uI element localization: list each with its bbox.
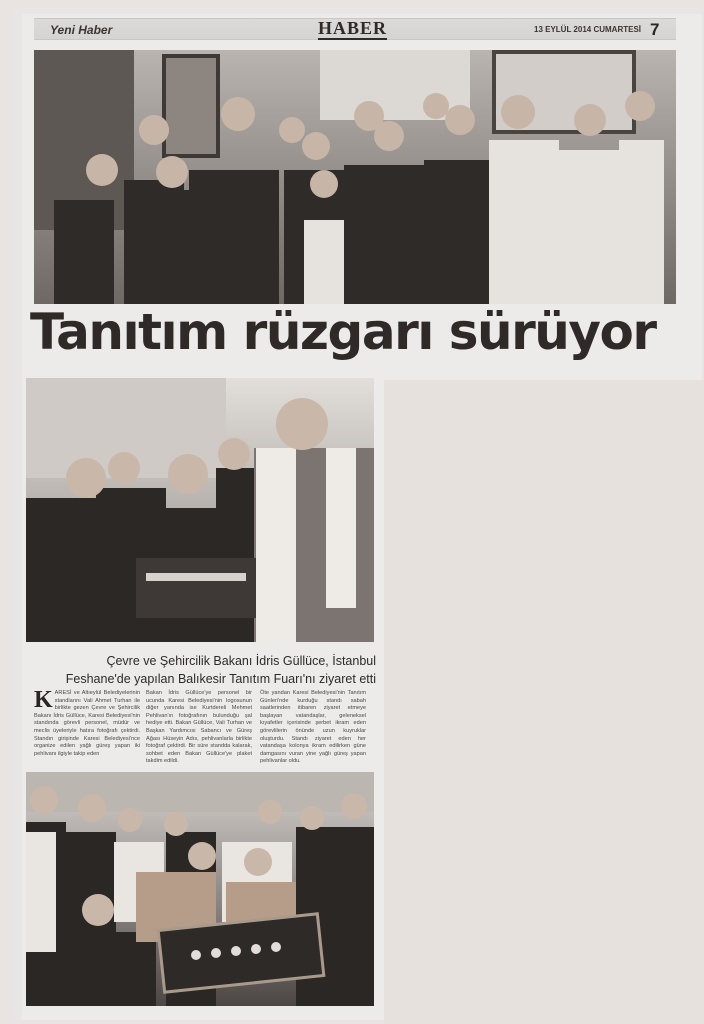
issue-date: 13 EYLÜL 2014 CUMARTESİ	[534, 25, 641, 34]
column-1-text: ARESİ ve Altıeylül Belediyelerinin standlarını Vali Ahmet Turhan ile birlikte gezen Çevre ve Şehircilik Bakanı İdris Güllüce, Karesi Belediyesi'nin standında görevli personel, müdür ve meclis üyeleriyle hatıra fotoğrafı çektirdi. Standın girişinde Karesi Belediyesi'nce organize edilen yağlı güreş yapan iki pehlivanı ilgiyle takip eden	[34, 690, 140, 757]
drop-cap: K	[34, 687, 53, 713]
headline: Tanıtım rüzgarı sürüyor	[30, 303, 656, 361]
subhead	[30, 652, 376, 688]
article-column-2: Bakan İdris Güllüce'ye personel bir ucunda Karesi Belediyesi'nin logosunun diğer yanında ise Kurtdereli Mehmet Pehlivan'ın fotoğrafının bulunduğu şal hediye etti. Bakan Güllüce, Vali Turhan ve Başkan Yardımcısı Sabancı ve Güreş Ağası Hüseyin Adıs, pehlivanlarla birlikte fotoğraf çektirdi. Bir süre standda kalarak, sohbet eden Bakan Güllüce'ye plaket takdim edildi.	[146, 690, 252, 765]
newspaper-name: HABER	[318, 18, 388, 38]
article-column-1	[34, 687, 140, 758]
section-name: Yeni Haber	[50, 23, 113, 37]
wrestlers-photo	[26, 772, 374, 1006]
subhead-line-1: Çevre ve Şehircilik Bakanı İdris Güllüce, İstanbul	[106, 654, 376, 668]
blank-area	[384, 380, 704, 1024]
group-photo	[34, 50, 676, 304]
minister-photo	[26, 378, 374, 642]
newspaper-header	[34, 18, 676, 40]
page-number: 7	[650, 20, 660, 39]
article-column-3: Öte yandan Karesi Belediyesi'nin Tanıtım Günleri'nde kurduğu standı sabah saatlerinden itibaren ziyaret etmeye başlayan vatandaşlar, geleneksel kıyafetler içerisinde şerbet ikram eden görevlilerin önünde uzun kuyruklar oluşturdu. Standı ziyaret eden her vatandaşa kolonya ikram edilirken güne damgasını vuran yine yağlı güreş yapan pehlivanlar oldu.	[260, 690, 366, 765]
article-body	[34, 687, 374, 768]
subhead-line-2: Feshane'de yapılan Balıkesir Tanıtım Fuarı'nı ziyaret etti	[65, 672, 376, 686]
